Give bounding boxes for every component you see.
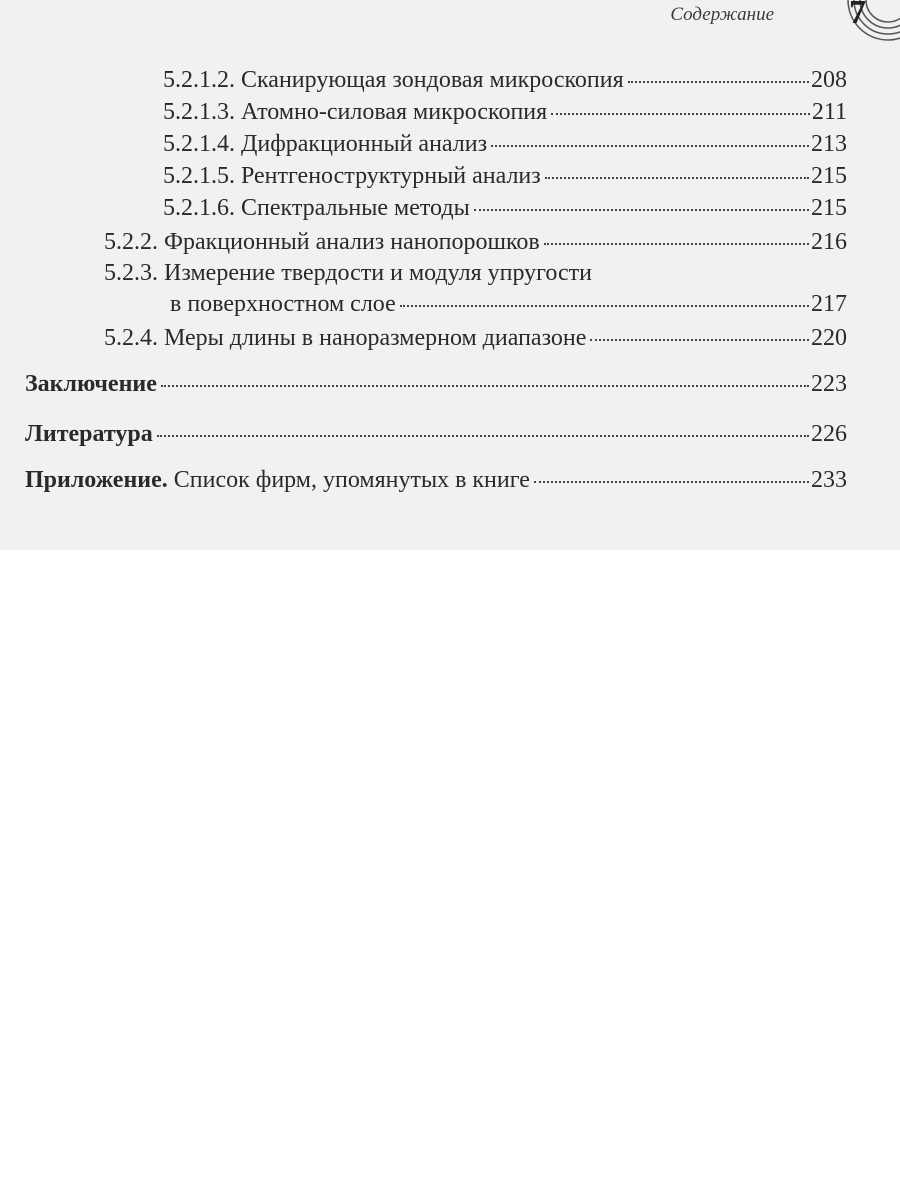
running-header [0, 0, 900, 40]
toc-entry-title: Атомно-силовая микроскопия [241, 99, 548, 125]
toc-entry-number: 5.2.4. [104, 325, 158, 351]
toc-entry-page: 211 [811, 99, 847, 125]
dot-leader [161, 385, 809, 387]
toc-entry-number: 5.2.1.2. [163, 67, 235, 93]
toc-entry-number: 5.2.1.3. [163, 99, 235, 125]
dot-leader [590, 339, 809, 341]
toc-entry-title: Меры длины в наноразмерном диапазоне [164, 325, 587, 351]
toc-entry-subtitle: Список фирм, упомянутых в книге [173, 467, 530, 493]
toc-entry-page: 215 [811, 195, 847, 221]
toc-entry-page: 223 [811, 371, 847, 397]
toc-entry-continuation [170, 290, 847, 318]
dot-leader [157, 435, 809, 437]
toc-entry-number: 5.2.2. [104, 229, 158, 255]
toc-entry-title: Заключение [25, 371, 157, 397]
toc-entry-title-continuation: в поверхностном слое [170, 291, 396, 317]
toc-entry-page: 217 [811, 291, 847, 317]
toc-entry-page: 233 [811, 467, 847, 493]
dot-leader [491, 145, 809, 147]
toc-entry [163, 66, 847, 94]
toc-entry-title: Спектральные методы [241, 195, 470, 221]
toc-entry-page: 216 [811, 229, 847, 255]
toc-entry [163, 98, 847, 126]
dot-leader [545, 177, 809, 179]
toc-entry-page: 215 [811, 163, 847, 189]
toc-entry [104, 324, 847, 352]
toc-entry [163, 162, 847, 190]
dot-leader [551, 113, 810, 115]
toc-entry-title: Рентгеноструктурный анализ [241, 163, 541, 189]
toc-entry-number: 5.2.1.4. [163, 131, 235, 157]
toc-entry-page: 208 [811, 67, 847, 93]
toc-entry-title: Приложение. [25, 467, 168, 493]
toc-entry-title: Сканирующая зондовая микроскопия [241, 67, 624, 93]
book-page [0, 0, 900, 550]
toc-entry-title: Фракционный анализ нанопорошков [164, 229, 540, 255]
toc-entry [25, 420, 847, 448]
toc-entry-title: Литература [25, 421, 153, 447]
toc-entry [163, 130, 847, 158]
toc-entry-page: 213 [811, 131, 847, 157]
page-number: 7 [849, 0, 866, 31]
toc-entry [104, 228, 847, 256]
dot-leader [400, 305, 809, 307]
toc-entry [163, 194, 847, 222]
dot-leader [474, 209, 809, 211]
toc-entry-page: 226 [811, 421, 847, 447]
toc-entry-number: 5.2.3. [104, 260, 158, 286]
toc-entry-number: 5.2.1.6. [163, 195, 235, 221]
dot-leader [534, 481, 809, 483]
dot-leader [544, 243, 809, 245]
toc-entry [104, 259, 847, 287]
toc-entry-title: Измерение твердости и модуля упругости [164, 260, 592, 286]
toc-entry-title: Дифракционный анализ [241, 131, 488, 157]
toc-entry-number: 5.2.1.5. [163, 163, 235, 189]
toc-entry [25, 466, 847, 494]
toc-entry [25, 370, 847, 398]
toc-entry-page: 220 [811, 325, 847, 351]
header-title: Содержание [670, 4, 774, 25]
dot-leader [628, 81, 809, 83]
